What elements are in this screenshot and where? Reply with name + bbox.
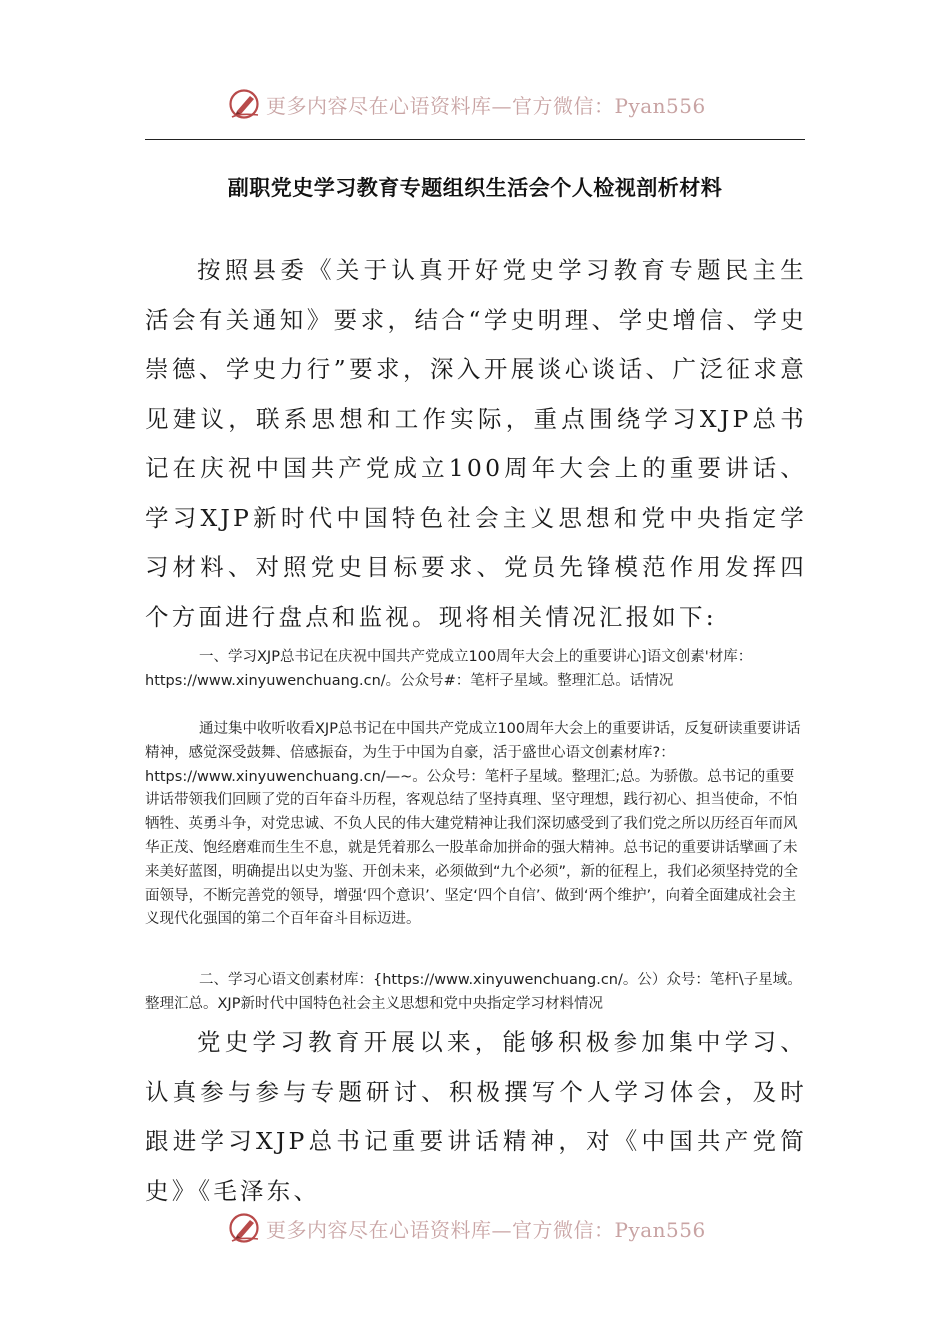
footer-banner bbox=[228, 1208, 706, 1248]
section1-heading bbox=[145, 646, 807, 694]
section2-paragraph: 党史学习教育开展以来，能够积极参加集中学习、认真参与参与专题研讨、积极撰写个人学习体会，及时跟进学习XJP总书记重要讲话精神，对《中国共产党简史》《毛泽东、 bbox=[145, 1028, 807, 1205]
intro-paragraph: 按照县委《关于认真开好党史学习教育专题民主生活会有关通知》要求，结合“学史明理、学史增信、学史崇德、学史力行”要求，深入开展谈心谈话、广泛征求意见建议，联系思想和工作实际，重点围绕学习XJP总书记在庆祝中国共产党成立100周年大会上的重要讲话、学习XJP新时代中国特色社会主义思想和党中央指定学习材料、对照党史目标要求、党员先锋模范作用发挥四个方面进行盘点和监视。现将相关情况汇报如下: bbox=[145, 256, 807, 631]
section2-heading bbox=[145, 969, 807, 1017]
banner-text: 更多内容尽在心语资料库—官方微信：Pyan556 bbox=[266, 1217, 706, 1242]
pen-circle-icon bbox=[228, 87, 262, 121]
banner-text: 更多内容尽在心语资料库—官方微信：Pyan556 bbox=[266, 93, 706, 118]
section2-heading-text: 二、学习心语文创素材库：{https://www.xinyuwenchuang.cn/。公）众号：笔杆\子星域。整理汇总。XJP新时代中国特色社会主义思想和党中央指定学习材料情况 bbox=[145, 972, 802, 1012]
section1-body-text: 通过集中收听收看XJP总书记在中国共产党成立100周年大会上的重要讲话，反复研读重要讲话精神，感觉深受鼓舞、倍感振奋，为生于中国为自豪，活于盛世心语文创素材库?：https://www.xinyuwenchuang.cn/—~。公众号：笔杆子星域。整理汇;总。为骄傲。总书记的重要讲话带领我们回顾了党的百年奋斗历程，客观总结了坚持真理、坚守理想，践行初心、担当使命，不怕牺牲、英勇斗争，对党忠诚、不负人民的伟大建党精神让我们深切感受到了我们党之所以历经百年而风华正茂、饱经磨难而生生不息，就是凭着那么一股革命加拼命的强大精神。总书记的重要讲话擘画了未来美好蓝图，明确提出以史为鉴、开创未来，必须做到“九个必须”，新的征程上，我们必须坚持党的全面领导，不断完善党的领导，增强‘四个意识’、坚定‘四个自信’、做到‘两个维护’，向着全面建成社会主义现代化强国的第二个百年奋斗目标迈进。 bbox=[145, 721, 801, 928]
header-divider bbox=[145, 139, 805, 140]
document-title: 副职党史学习教育专题组织生活会个人检视剖析材料 bbox=[227, 175, 723, 200]
section1-heading-text: 一、学习XJP总书记在庆祝中国共产党成立100周年大会上的重要讲心]语文创素'材库：https://www.xinyuwenchuang.cn/。公众号#：笔杆子星域。整理汇总。话情况 bbox=[145, 649, 753, 689]
pen-circle-icon bbox=[228, 1211, 262, 1245]
section1-body bbox=[145, 718, 807, 932]
header-banner bbox=[228, 84, 706, 124]
